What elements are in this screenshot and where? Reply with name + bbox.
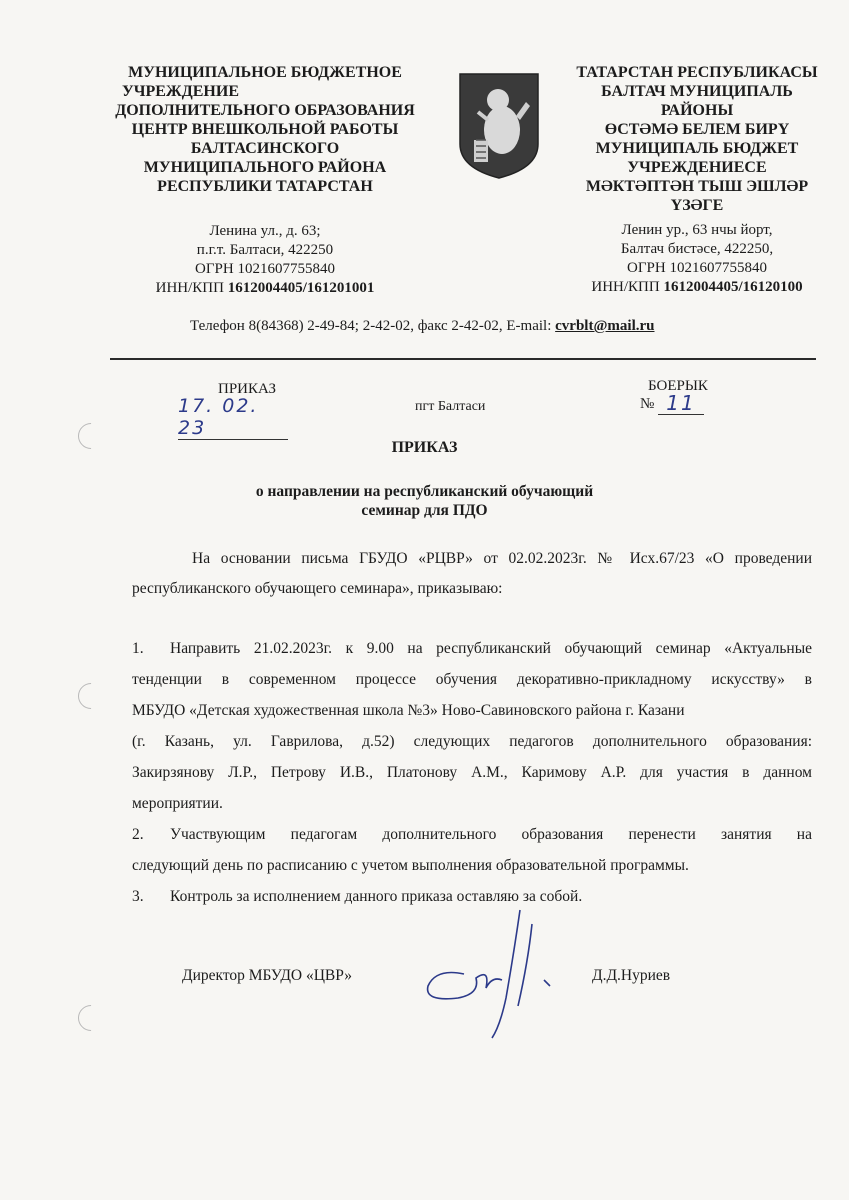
left-address-line: Ленина ул., д. 63; (209, 223, 321, 239)
item-number: 3. (132, 888, 144, 905)
inn-label: ИНН/КПП (591, 279, 660, 295)
item-line: (г. Казань, ул. Гаврилова, д.52) следующих педагогов дополнительного образования: (132, 733, 812, 750)
handwritten-order-number: 11 (658, 392, 704, 415)
right-header-line: РАЙОНЫ (660, 102, 734, 119)
right-address-line: Ленин ур., 63 нчы йорт, (621, 222, 773, 238)
left-inn (95, 279, 435, 298)
item-line: МБУДО «Детская художественная школа №3» Ново-Савиновского района г. Казани (132, 702, 685, 719)
prikaz-label: ПРИКАЗ (218, 381, 276, 397)
document-title: ПРИКАЗ (391, 439, 458, 456)
document-subtitle (0, 482, 849, 520)
punch-hole-mark (73, 678, 110, 715)
handwritten-signature (416, 902, 576, 1042)
left-address (95, 222, 435, 298)
order-item (132, 819, 812, 881)
order-item (132, 633, 812, 819)
right-address-line: ОГРН 1021607755840 (627, 260, 767, 276)
punch-hole-mark (73, 1000, 110, 1037)
left-address-line: п.г.т. Балтаси, 422250 (196, 242, 334, 258)
item-line: тенденции в современном процессе обучения декоративно-прикладному искусству» в (132, 671, 812, 688)
subtitle-line: семинар для ПДО (361, 502, 488, 519)
item-text: Направить 21.02.2023г. к 9.00 на республиканский обучающий семинар «Актуальные (170, 640, 812, 657)
inn-label: ИНН/КПП (155, 280, 224, 296)
item-text: Контроль за исполнением данного приказа оставляю за собой. (170, 888, 583, 905)
item-first-line (132, 633, 812, 664)
order-items (132, 633, 812, 912)
inn-value: 1612004405/161201001 (227, 280, 375, 296)
item-text: Участвующим педагогам дополнительного образования перенести занятия на (170, 826, 812, 843)
subtitle-line: о направлении на республиканский обучающий (255, 483, 594, 500)
contacts-text: Телефон 8(84368) 2-49-84; 2-42-02, факс 2-42-02, E-mail: (190, 318, 556, 334)
right-header-line: БАЛТАЧ МУНИЦИПАЛЬ (601, 83, 793, 100)
intro-line: республиканского обучающего семинара», приказываю: (132, 580, 503, 597)
intro-line: На основании письма ГБУДО «РЦВР» от 02.02.2023г. № Исх.67/23 «О проведении (192, 550, 812, 567)
left-header-line: БАЛТАСИНСКОГО (190, 140, 340, 157)
email-link[interactable]: cvrblt@mail.ru (555, 318, 655, 334)
left-header-line: РЕСПУБЛИКИ ТАТАРСТАН (157, 178, 373, 195)
intro-paragraph (132, 544, 812, 604)
right-address (552, 221, 842, 297)
signatory-name: Д.Д.Нуриев (592, 967, 671, 984)
contacts-line (190, 318, 810, 335)
right-header-line: ҮЗӘГЕ (670, 197, 724, 214)
item-number: 2. (132, 826, 144, 843)
number-sign: № (640, 396, 655, 412)
signatory-position: Директор МБУДО «ЦВР» (182, 967, 352, 984)
signature-scribble-icon (416, 902, 576, 1042)
item-number: 1. (132, 640, 144, 657)
left-header-line: УЧРЕЖДЕНИЕ (122, 83, 239, 100)
left-header (95, 63, 435, 196)
item-line: следующий день по расписанию с учетом выполнения образовательной программы. (132, 857, 689, 874)
right-header-line: МӘКТӘПТӘН ТЫШ ЭШЛӘР (585, 178, 809, 195)
item-first-line (132, 819, 812, 850)
header-divider (110, 358, 816, 360)
item-line: мероприятии. (132, 795, 223, 812)
right-address-line: Балтач бистәсе, 422250, (620, 241, 774, 257)
inn-value: 1612004405/16120100 (663, 279, 803, 295)
left-header-line: МУНИЦИПАЛЬНОЕ БЮДЖЕТНОЕ (128, 64, 402, 81)
right-inn (552, 278, 842, 297)
left-header-line: ДОПОЛНИТЕЛЬНОГО ОБРАЗОВАНИЯ (115, 102, 415, 119)
place-name: пгт Балтаси (415, 399, 486, 414)
boerk-label: БОЕРЫК (648, 378, 708, 394)
coat-of-arms-emblem (458, 72, 540, 180)
left-header-line: ЦЕНТР ВНЕШКОЛЬНОЙ РАБОТЫ (131, 121, 399, 138)
item-line: Закирзянову Л.Р., Петрову И.В., Платонову А.М., Каримову А.Р. для участия в данном (132, 764, 812, 781)
right-header-line: МУНИЦИПАЛЬ БЮДЖЕТ (595, 140, 799, 157)
right-header-line: ТАТАРСТАН РЕСПУБЛИКАСЫ (576, 64, 818, 81)
left-address-line: ОГРН 1021607755840 (195, 261, 335, 277)
right-header-line: УЧРЕЖДЕНИЕСЕ (627, 159, 767, 176)
handwritten-date: 17. 02. 23 (178, 395, 288, 440)
right-header (552, 63, 842, 215)
coat-of-arms-icon (458, 72, 540, 180)
left-header-line: МУНИЦИПАЛЬНОГО РАЙОНА (143, 159, 387, 176)
right-header-line: ӨСТӘМӘ БЕЛЕМ БИРҮ (604, 121, 790, 138)
